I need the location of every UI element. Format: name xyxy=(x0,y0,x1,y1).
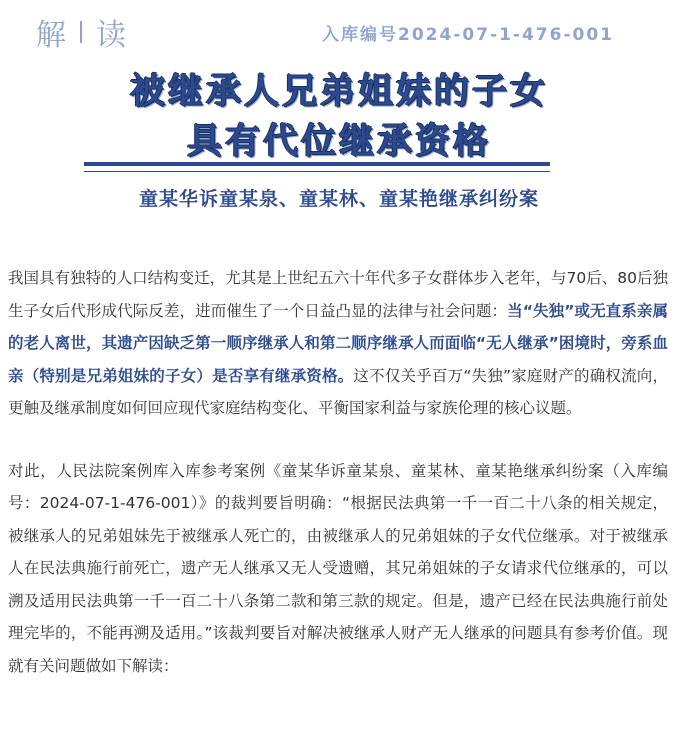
article-body xyxy=(8,262,668,712)
tag-divider xyxy=(80,21,82,43)
paragraph-1-intro: 我国具有独特的人口结构变迁，尤其是上世纪五六十年代多子女群体步入老年，与70后、80后独生子女后代形成代际反差，进而催生了一个日益凸显的法律与社会问题： xyxy=(8,269,668,320)
paragraph-1 xyxy=(8,262,668,425)
paragraph-1-emphasis: 当“失独”或无直系亲属的老人离世，其遗产因缺乏第一顺序继承人和第二顺序继承人而面临“无人继承”困境时，旁系血亲（特别是兄弟姐妹的子女）是否享有继承资格。 xyxy=(8,301,668,385)
title-line-2: 具有代位继承资格 xyxy=(186,122,491,162)
case-number: 入库编号2024-07-1-476-001 xyxy=(322,25,614,45)
section-tag-left: 解 xyxy=(36,18,68,53)
title-line-1: 被继承人兄弟姐妹的子女 xyxy=(129,72,548,112)
title-rule-thin xyxy=(84,171,550,172)
title-rule-thick xyxy=(84,162,550,166)
section-tag-right: 读 xyxy=(96,18,128,53)
case-subtitle: 童某华诉童某泉、童某林、童某艳继承纠纷案 xyxy=(138,188,539,210)
article-header xyxy=(0,0,678,230)
paragraph-1-tail: 这不仅关乎百万“失独”家庭财产的确权流向，更触及继承制度如何回应现代家庭结构变化、平衡国家利益与家族伦理的核心议题。 xyxy=(8,366,668,417)
section-tag xyxy=(36,10,128,54)
paragraph-2: 对此，人民法院案例库入库参考案例《童某华诉童某泉、童某林、童某艳继承纠纷案（入库编号：2024-07-1-476-001）》的裁判要旨明确：“根据民法典第一千一百二十八条的相关规定，被继承人的兄弟姐妹先于被继承人死亡的，由被继承人的兄弟姐妹的子女代位继承。对于被继承人在民法典施行前死亡，遗产无人继承又无人受遗赠，其兄弟姐妹的子女请求代位继承的，可以溯及适用民法典第一千一百二十八条第二款和第三款的规定。但是，遗产已经在民法典施行前处理完毕的，不能再溯及适用。”该裁判要旨对解决被继承人财产无人继承的问题具有参考价值。现就有关问题做如下解读： xyxy=(8,461,668,675)
